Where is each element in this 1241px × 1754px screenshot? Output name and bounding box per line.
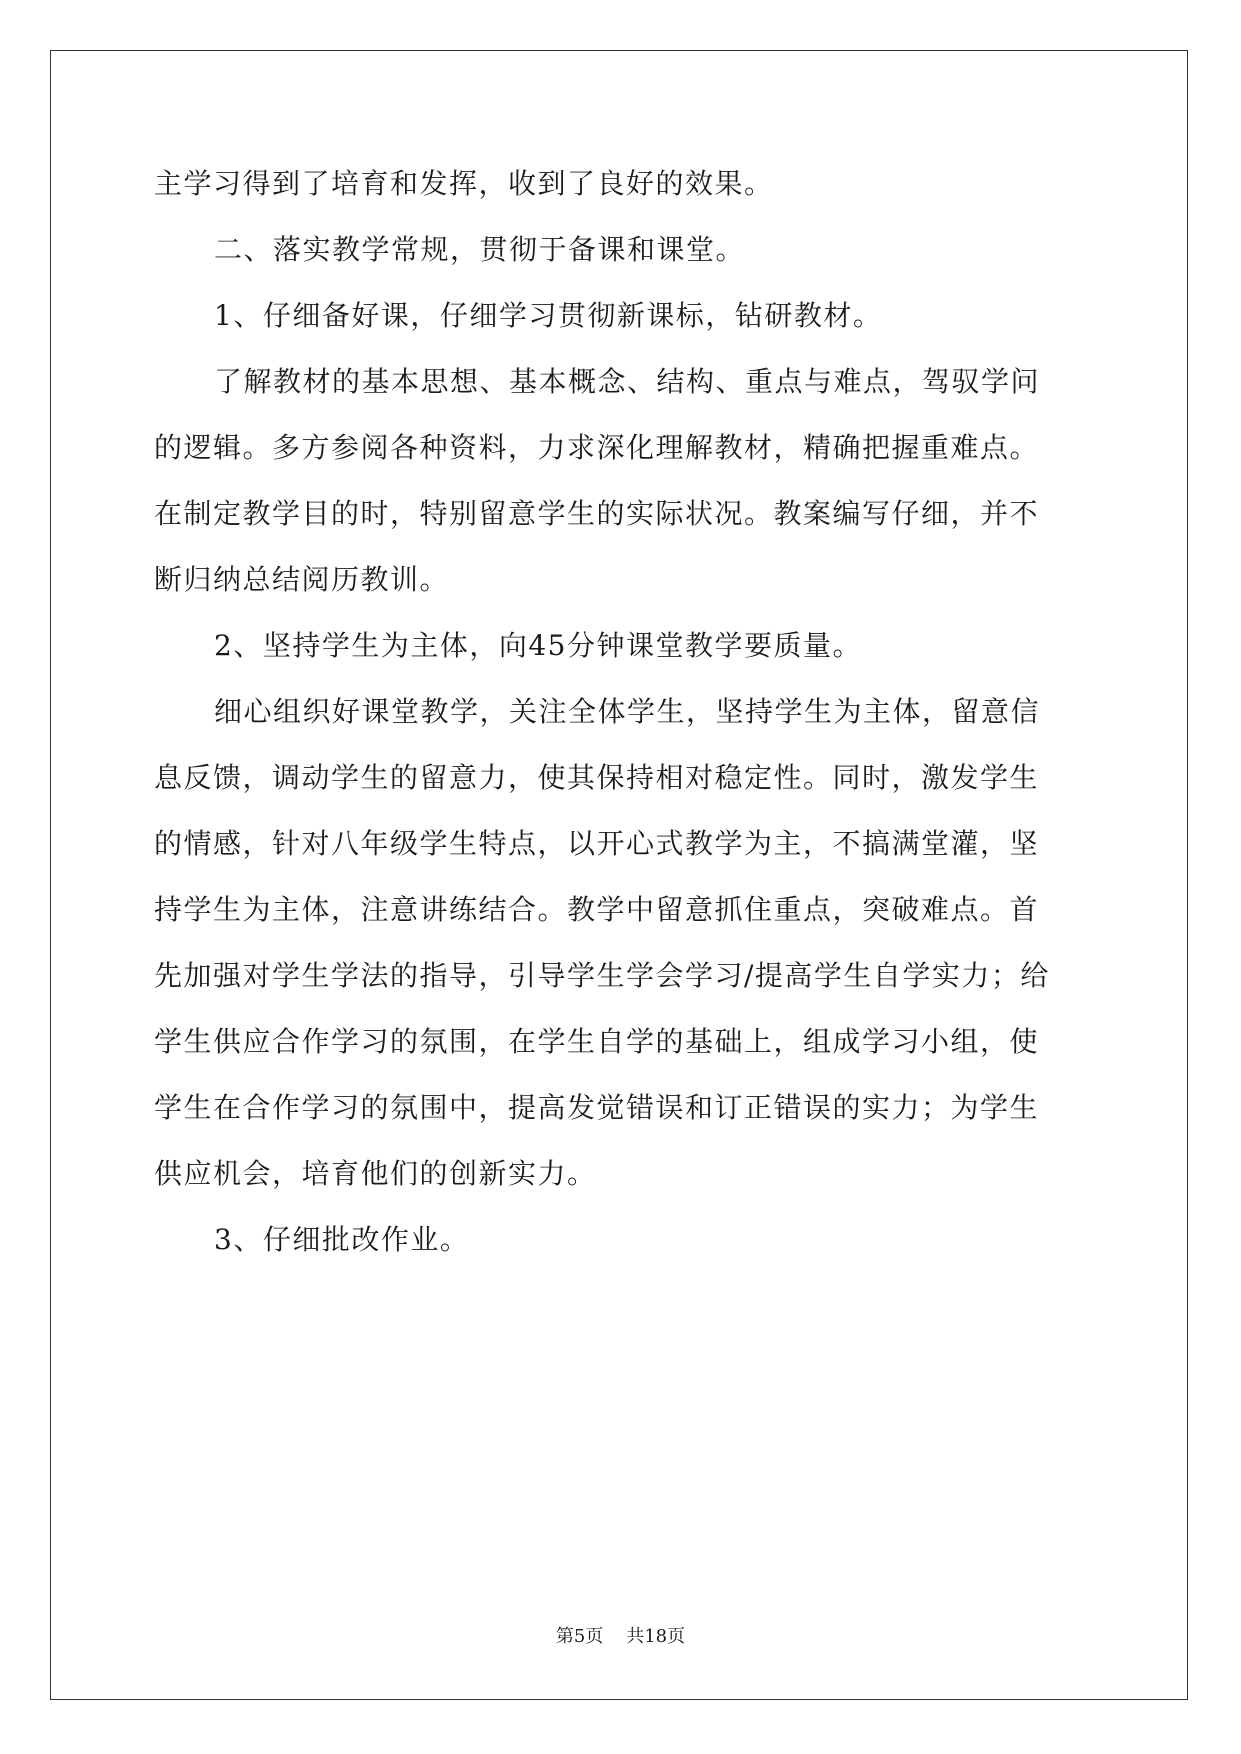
subheading-item-1: 1、仔细备好课，仔细学习贯彻新课标，钻研教材。 (214, 299, 883, 332)
text-line: 细心组织好课堂教学，关注全体学生，坚持学生为主体，留意信 (214, 695, 1041, 728)
text-line: 先加强对学生学法的指导，引导学生学会学习/提高学生自学实力；给 (154, 959, 1050, 992)
text-line: 在制定教学目的时，特别留意学生的实际状况。教案编写仔细，并不 (154, 497, 1040, 530)
text-line: 的情感，针对八年级学生特点，以开心式教学为主，不搞满堂灌，坚 (154, 827, 1040, 860)
text-line: 学生在合作学习的氛围中，提高发觉错误和订正错误的实力；为学生 (154, 1091, 1040, 1124)
page-number: 第5页 (555, 1626, 604, 1647)
text-line: 持学生为主体，注意讲练结合。教学中留意抓住重点，突破难点。首 (154, 893, 1040, 926)
subheading-item-3: 3、仔细批改作业。 (214, 1223, 470, 1256)
subheading-item-2: 2、坚持学生为主体，向45分钟课堂教学要质量。 (214, 629, 862, 662)
text-line: 学生供应合作学习的氛围，在学生自学的基础上，组成学习小组，使 (154, 1025, 1040, 1058)
page-total: 共18页 (626, 1626, 686, 1647)
text-line: 断归纳总结阅历教训。 (154, 563, 450, 596)
heading-section-2: 二、落实教学常规，贯彻于备课和课堂。 (214, 233, 746, 266)
text-line: 息反馈，调动学生的留意力，使其保持相对稳定性。同时，激发学生 (154, 761, 1040, 794)
text-line: 了解教材的基本思想、基本概念、结构、重点与难点，驾驭学问 (214, 365, 1041, 398)
text-line: 供应机会，培育他们的创新实力。 (154, 1157, 597, 1190)
text-line: 主学习得到了培育和发挥，收到了良好的效果。 (154, 167, 774, 200)
text-line: 的逻辑。多方参阅各种资料，力求深化理解教材，精确把握重难点。 (154, 431, 1040, 464)
page-footer (0, 1625, 1241, 1649)
